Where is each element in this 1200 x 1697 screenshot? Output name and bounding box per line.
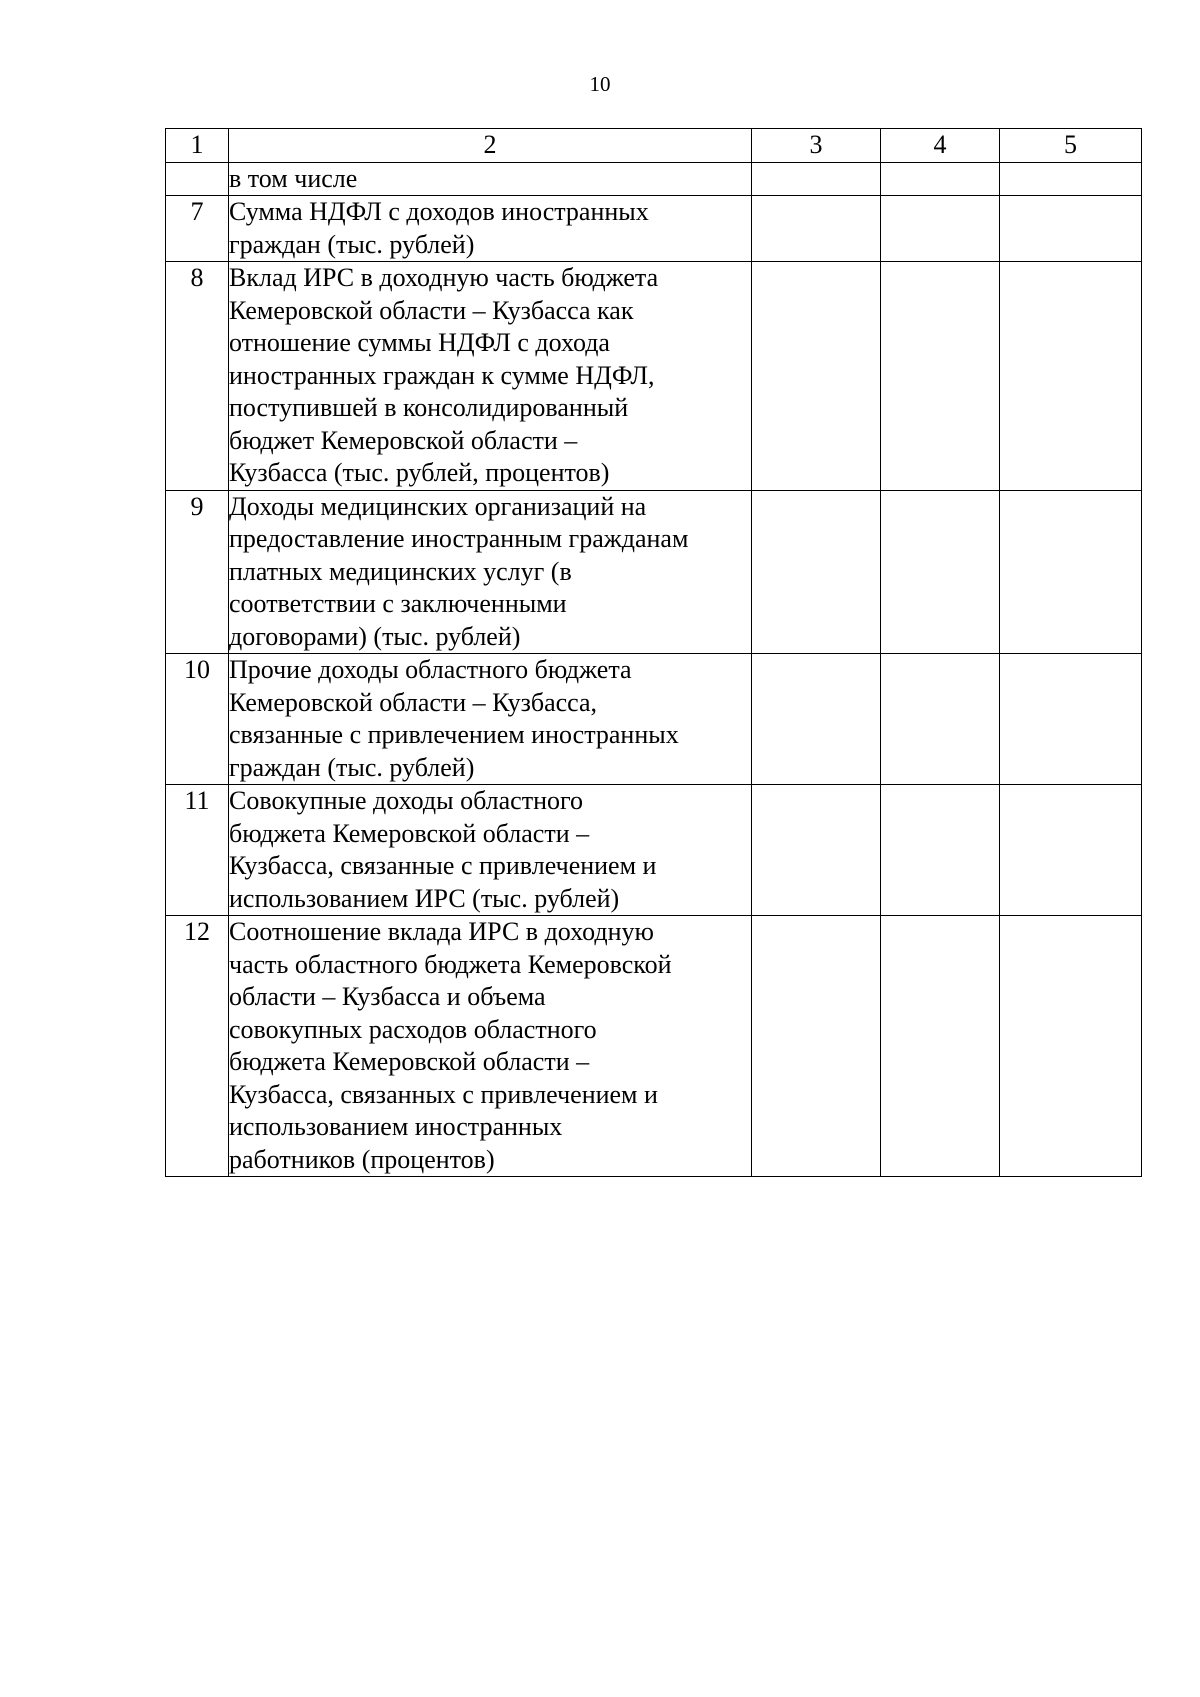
value-cell-5 xyxy=(1000,916,1142,1177)
indicator-text-line: в том числе xyxy=(229,163,358,193)
value-cell-4 xyxy=(881,654,1000,785)
value-cell-3 xyxy=(752,262,881,491)
row-number-cell: 7 xyxy=(166,196,229,262)
value-cell-4 xyxy=(881,916,1000,1177)
table-row xyxy=(166,785,1142,916)
indicator-text-line: бюджета Кемеровской области – xyxy=(229,818,590,848)
header-cell-1: 1 xyxy=(166,129,229,163)
indicator-text-line: иностранных граждан к сумме НДФЛ, xyxy=(229,360,655,390)
row-number-cell xyxy=(166,162,229,196)
table-header-row xyxy=(166,129,1142,163)
value-cell-5 xyxy=(1000,785,1142,916)
value-cell-3 xyxy=(752,916,881,1177)
indicator-text-line: граждан (тыс. рублей) xyxy=(229,752,475,782)
row-number-cell: 12 xyxy=(166,916,229,1177)
indicator-text-line: Прочие доходы областного бюджета xyxy=(229,655,632,684)
header-cell-3: 3 xyxy=(752,129,881,163)
row-number-cell: 10 xyxy=(166,654,229,785)
indicator-text-line: бюджета Кемеровской области – xyxy=(229,1047,590,1076)
value-cell-3 xyxy=(752,162,881,196)
value-cell-4 xyxy=(881,490,1000,654)
indicator-text-line: совокупных расходов областного xyxy=(229,1014,597,1044)
header-cell-2: 2 xyxy=(229,129,752,163)
table-row xyxy=(166,162,1142,196)
indicator-text-line: договорами) (тыс. рублей) xyxy=(229,621,521,651)
indicator-name-cell xyxy=(229,262,752,491)
value-cell-4 xyxy=(881,196,1000,262)
indicator-text-line: соответствии с заключенными xyxy=(229,589,567,618)
indicator-name-cell xyxy=(229,654,752,785)
indicator-text-line: использованием ИРС (тыс. рублей) xyxy=(229,883,620,913)
row-number-cell: 11 xyxy=(166,785,229,916)
value-cell-5 xyxy=(1000,162,1142,196)
table-row xyxy=(166,916,1142,1177)
indicator-text-line: часть областного бюджета Кемеровской xyxy=(229,949,672,979)
indicator-name-cell xyxy=(229,916,752,1177)
indicator-text-line: бюджет Кемеровской области – xyxy=(229,425,578,455)
indicator-name-cell xyxy=(229,162,752,196)
indicator-name-cell xyxy=(229,785,752,916)
indicator-text-line: Совокупные доходы областного xyxy=(229,786,584,815)
table-row xyxy=(166,196,1142,262)
indicator-text-line: Доходы медицинских организаций на xyxy=(229,491,647,521)
value-cell-3 xyxy=(752,654,881,785)
row-number-cell: 9 xyxy=(166,490,229,654)
indicator-text-line: Соотношение вклада ИРС в доходную xyxy=(229,917,654,946)
table-row xyxy=(166,654,1142,785)
value-cell-3 xyxy=(752,785,881,916)
indicator-name-cell xyxy=(229,490,752,654)
data-table xyxy=(165,128,1142,1177)
indicator-text-line: Кузбасса, связанные с привлечением и xyxy=(229,851,657,880)
indicator-text-line: отношение суммы НДФЛ с дохода xyxy=(229,328,610,357)
indicator-text-line: граждан (тыс. рублей) xyxy=(229,229,475,259)
row-number-cell: 8 xyxy=(166,262,229,491)
value-cell-4 xyxy=(881,162,1000,196)
indicator-text-line: области – Кузбасса и объема xyxy=(229,982,546,1011)
indicator-text-line: поступившей в консолидированный xyxy=(229,393,629,422)
table-row xyxy=(166,490,1142,654)
indicator-text-line: Вклад ИРС в доходную часть бюджета xyxy=(229,263,659,292)
value-cell-5 xyxy=(1000,654,1142,785)
indicator-text-line: работников (процентов) xyxy=(229,1144,495,1174)
value-cell-4 xyxy=(881,785,1000,916)
indicator-text-line: платных медицинских услуг (в xyxy=(229,556,572,586)
indicator-text-line: Кемеровской области – Кузбасса как xyxy=(229,295,634,325)
header-cell-5: 5 xyxy=(1000,129,1142,163)
indicator-name-cell xyxy=(229,196,752,262)
header-cell-4: 4 xyxy=(881,129,1000,163)
value-cell-3 xyxy=(752,490,881,654)
indicator-text-line: связанные с привлечением иностранных xyxy=(229,720,679,749)
indicator-text-line: Кемеровской области – Кузбасса, xyxy=(229,687,598,717)
value-cell-5 xyxy=(1000,196,1142,262)
value-cell-5 xyxy=(1000,490,1142,654)
table-row xyxy=(166,262,1142,491)
indicator-text-line: Сумма НДФЛ с доходов иностранных xyxy=(229,197,649,226)
value-cell-3 xyxy=(752,196,881,262)
value-cell-5 xyxy=(1000,262,1142,491)
indicator-text-line: предоставление иностранным гражданам xyxy=(229,524,689,553)
indicator-text-line: Кузбасса, связанных с привлечением и xyxy=(229,1079,658,1109)
indicator-text-line: Кузбасса (тыс. рублей, процентов) xyxy=(229,458,610,487)
page-number: 10 xyxy=(589,72,611,96)
indicator-text-line: использованием иностранных xyxy=(229,1112,563,1141)
value-cell-4 xyxy=(881,262,1000,491)
